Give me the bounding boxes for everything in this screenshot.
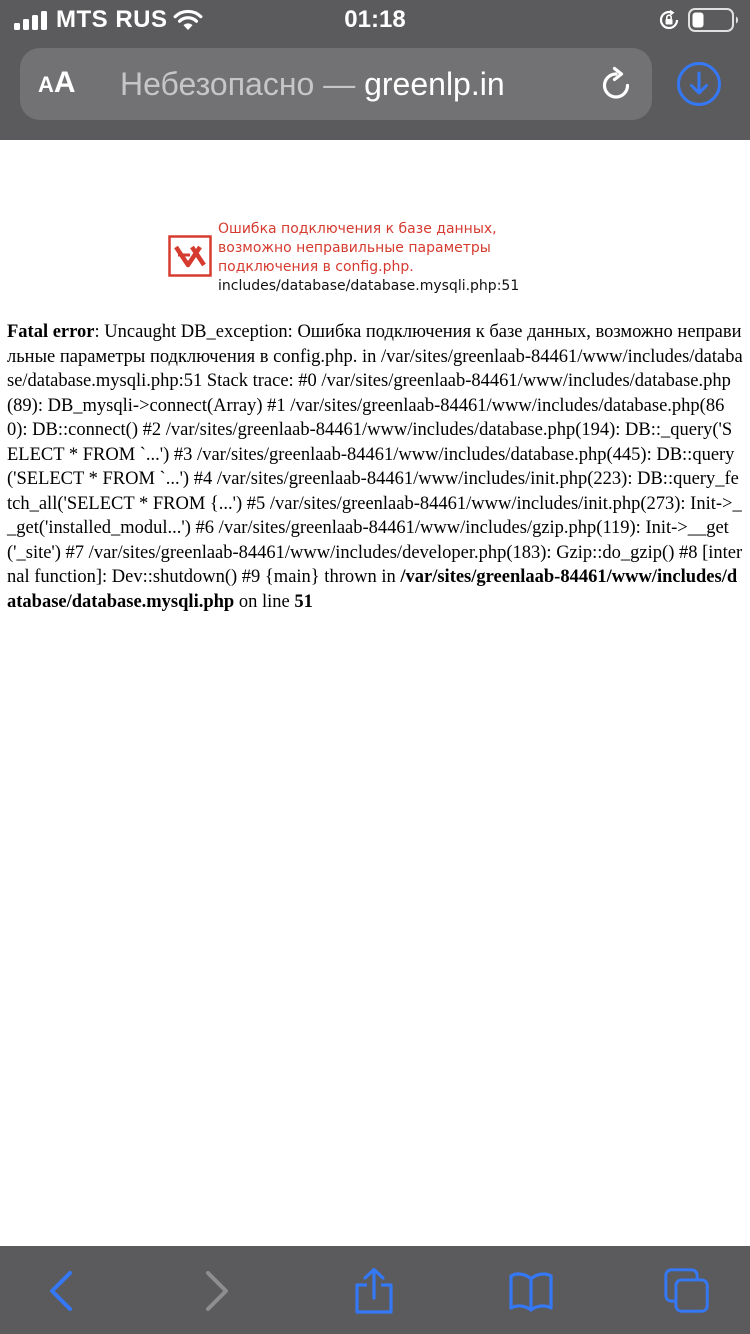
- error-message-line: возможно неправильные параметры: [218, 240, 491, 256]
- reader-aa-button[interactable]: AA: [38, 66, 76, 99]
- error-file-path: includes/database/database.mysqli.php:51: [218, 278, 520, 294]
- url-separator: —: [323, 66, 356, 102]
- error-message-line: Ошибка подключения к базе данных,: [218, 221, 497, 237]
- address-bar[interactable]: [20, 48, 652, 120]
- battery-icon: [688, 8, 740, 32]
- fatal-error-label: Fatal error: [7, 322, 95, 342]
- fatal-error-message: : Uncaught DB_exception: Ошибка подключения к базе данных, возможно неправильные параметры подключения в config.php. in /var/sites/greenlaab-84461/www/includes/database/database.mysqli.php:51 Stack trace: #0 /var/sites/greenlaab-84461/www/includes/database.php(89): DB_mysqli->connect(Array) #1 /var/sites/greenlaab-84461/www/includes/database.php(860): DB::connect() #2 /var/sites/greenlaab-84461/www/includes/database.php(194): DB::_query('SELECT * FROM `...') #3 /var/sites/greenlaab-84461/www/includes/database.php(445): DB::query('SELECT * FROM `...') #4 /var/sites/greenlaab-84461/www/includes/init.php(223): DB::query_fetch_all('SELECT * FROM {...') #5 /var/sites/greenlaab-84461/www/includes/init.php(273): Init->__get('installed_modul...') #6 /var/sites/greenlaab-84461/www/includes/gzip.php(119): Init->__get('_site') #7 /var/sites/greenlaab-84461/www/includes/developer.php(183): Gzip::do_gzip() #8 [internal function]: Dev::shutdown() #9 {main} thrown in: [7, 322, 743, 587]
- bookmarks-icon[interactable]: [508, 1268, 554, 1314]
- fatal-error-file: /var/sites/greenlaab-84461/www/includes/database/database.mysqli.php: [7, 567, 738, 612]
- tabs-icon[interactable]: [664, 1268, 710, 1314]
- carrier-name: MTS RUS: [56, 6, 168, 33]
- status-bar: [0, 0, 750, 40]
- back-icon[interactable]: [38, 1268, 84, 1314]
- page-content: [0, 140, 750, 1246]
- url-security-label: Небезопасно: [120, 66, 315, 102]
- url-domain: greenlp.in: [364, 66, 505, 102]
- orientation-lock-icon: [658, 9, 680, 31]
- db-error-notice: [218, 220, 578, 296]
- share-icon[interactable]: [351, 1268, 397, 1314]
- url-display[interactable]: [120, 66, 505, 102]
- site-error-logo-icon: [168, 235, 212, 277]
- forward-icon[interactable]: [194, 1268, 240, 1314]
- error-message-line: подключения в config.php.: [218, 259, 414, 275]
- fatal-error-text: [7, 320, 743, 614]
- fatal-error-on-line: on line: [234, 591, 295, 612]
- fatal-error-line-number: 51: [294, 591, 313, 612]
- status-time: 01:18: [344, 6, 406, 33]
- download-icon[interactable]: [676, 61, 722, 107]
- browser-top-chrome: [0, 0, 750, 140]
- reload-icon[interactable]: [598, 66, 634, 102]
- browser-toolbar: [0, 1246, 750, 1334]
